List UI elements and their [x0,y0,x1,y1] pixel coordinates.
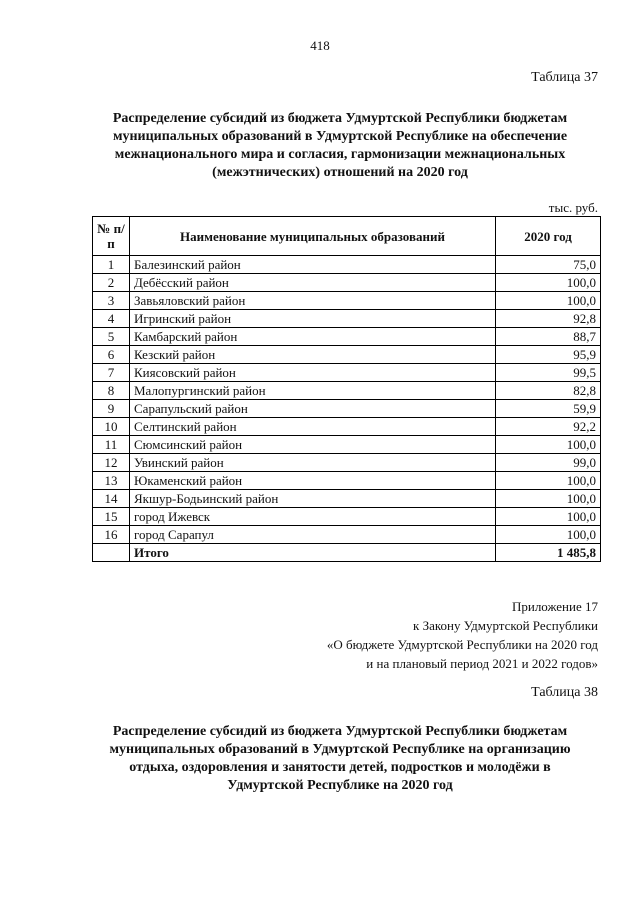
row-value: 92,8 [496,310,601,328]
row-name: Дебёсский район [130,274,496,292]
table-row [93,526,601,544]
row-num: 6 [93,346,130,364]
total-value: 1 485,8 [496,544,601,562]
header-name: Наименование муниципальных образований [130,217,496,256]
table-row [93,454,601,472]
row-name: Юкаменский район [130,472,496,490]
table-38-title-line: Распределение субсидий из бюджета Удмуртской Республики бюджетам [112,724,568,739]
row-value: 100,0 [496,274,601,292]
row-num: 2 [93,274,130,292]
table-38-title [80,723,600,795]
row-name: Малопургинский район [130,382,496,400]
appendix-line: и на плановый период 2021 и 2022 годов» [366,656,598,671]
table-row [93,508,601,526]
row-value: 88,7 [496,328,601,346]
table-37-title-line: Распределение субсидий из бюджета Удмуртской Республики бюджетам [112,111,568,126]
total-label: Итого [130,544,496,562]
table-row [93,400,601,418]
page-number: 418 [310,38,330,53]
table-38-title-line: Удмуртской Республике на 2020 год [227,778,453,793]
header-value: 2020 год [496,217,601,256]
row-value: 100,0 [496,292,601,310]
appendix-line: к Закону Удмуртской Республики [413,618,598,633]
row-value: 100,0 [496,526,601,544]
row-num: 1 [93,256,130,274]
table-row [93,418,601,436]
table-row [93,346,601,364]
table-row [93,274,601,292]
row-name: Кезский район [130,346,496,364]
units-label: тыс. руб. [548,200,598,215]
row-num: 9 [93,400,130,418]
row-num: 15 [93,508,130,526]
row-num: 3 [93,292,130,310]
table-header-row [93,217,601,256]
table-row [93,328,601,346]
row-value: 75,0 [496,256,601,274]
table-37-title [80,110,600,182]
table-row [93,382,601,400]
row-num: 14 [93,490,130,508]
row-value: 99,5 [496,364,601,382]
appendix-line: «О бюджете Удмуртской Республики на 2020 год [326,637,598,652]
table-row [93,472,601,490]
table-row [93,256,601,274]
row-name: Игринский район [130,310,496,328]
row-value: 100,0 [496,472,601,490]
row-name: Завьяловский район [130,292,496,310]
row-value: 92,2 [496,418,601,436]
row-num: 13 [93,472,130,490]
row-value: 82,8 [496,382,601,400]
row-num: 8 [93,382,130,400]
table-row [93,310,601,328]
table-38-title-line: отдыха, оздоровления и занятости детей, подростков и молодёжи в [129,760,551,775]
row-value: 59,9 [496,400,601,418]
total-row [93,544,601,562]
row-num: 4 [93,310,130,328]
row-name: Увинский район [130,454,496,472]
row-name: Киясовский район [130,364,496,382]
row-num: 16 [93,526,130,544]
table-row [93,490,601,508]
row-num: 5 [93,328,130,346]
table-37-title-line: межнационального мира и согласия, гармонизации межнациональных [114,147,566,162]
row-name: Якшур-Бодьинский район [130,490,496,508]
row-name: Сарапульский район [130,400,496,418]
row-value: 99,0 [496,454,601,472]
table-37-label: Таблица 37 [531,70,598,85]
row-name: Балезинский район [130,256,496,274]
subsidy-table-37 [92,216,601,562]
row-value: 100,0 [496,490,601,508]
table-row [93,436,601,454]
row-value: 95,9 [496,346,601,364]
row-num: 12 [93,454,130,472]
table-37-title-line: (межэтнических) отношений на 2020 год [212,165,468,180]
row-value: 100,0 [496,436,601,454]
row-value: 100,0 [496,508,601,526]
table-row [93,292,601,310]
header-num: № п/п [93,217,130,256]
row-name: Сюмсинский район [130,436,496,454]
table-38-label: Таблица 38 [531,685,598,700]
table-row [93,364,601,382]
row-num: 10 [93,418,130,436]
row-name: Селтинский район [130,418,496,436]
row-name: город Сарапул [130,526,496,544]
table-37-title-line: муниципальных образований в Удмуртской Республике на обеспечение [112,129,568,144]
table-38-title-line: муниципальных образований в Удмуртской Республике на организацию [109,742,571,757]
row-name: Камбарский район [130,328,496,346]
row-name: город Ижевск [130,508,496,526]
appendix-17-block [327,597,598,673]
row-num: 11 [93,436,130,454]
appendix-line: Приложение 17 [511,599,598,614]
row-num: 7 [93,364,130,382]
total-num-empty [93,544,130,562]
